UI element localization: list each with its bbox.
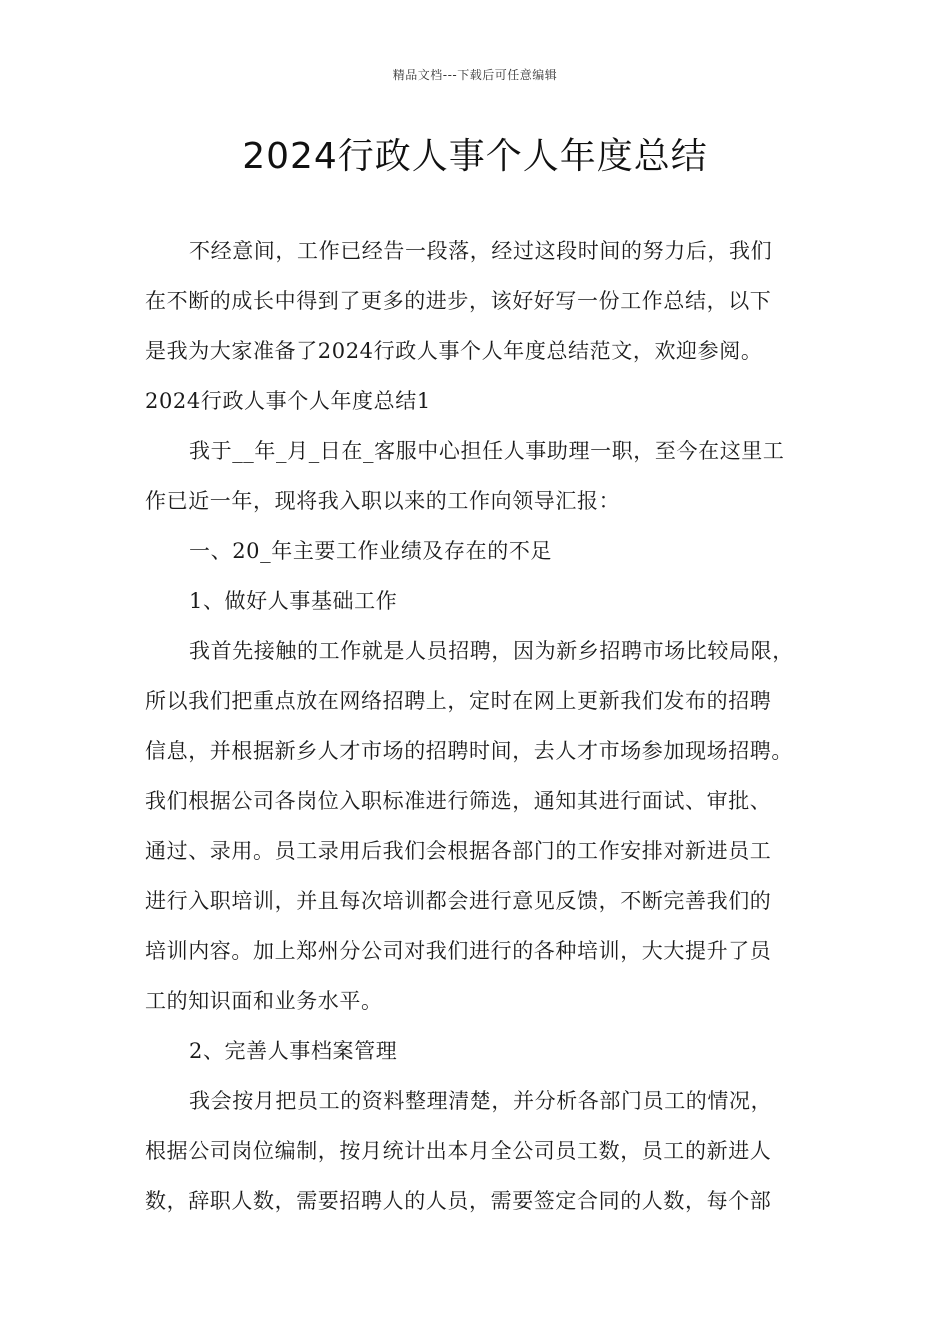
section-heading: 2024行政人事个人年度总结1: [145, 389, 431, 413]
body-line: 我会按月把员工的资料整理清楚，并分析各部门员工的情况，: [189, 1089, 773, 1113]
body-line: 工的知识面和业务水平。: [145, 989, 383, 1013]
document-title: 2024行政人事个人年度总结: [242, 136, 708, 177]
body-line: 所以我们把重点放在网络招聘上，定时在网上更新我们发布的招聘: [145, 689, 772, 713]
body-line: 进行入职培训，并且每次培训都会进行意见反馈，不断完善我们的: [145, 889, 772, 913]
header-note: 精品文档---下载后可任意编辑: [392, 68, 558, 82]
body-line: 数，辞职人数，需要招聘人的人员，需要签定合同的人数，每个部: [145, 1189, 772, 1213]
body-line: 我们根据公司各岗位入职标准进行筛选，通知其进行面试、审批、: [145, 789, 772, 813]
body-line: 我于__年_月_日在_客服中心担任人事助理一职，至今在这里工: [189, 439, 785, 463]
body-line: 不经意间，工作已经告一段落，经过这段时间的努力后，我们: [189, 239, 773, 263]
body-line: 信息，并根据新乡人才市场的招聘时间，去人才市场参加现场招聘。: [145, 739, 793, 763]
document-body: [145, 226, 813, 1226]
body-line: 根据公司岗位编制，按月统计出本月全公司员工数，员工的新进人: [145, 1139, 772, 1163]
body-line: 在不断的成长中得到了更多的进步，该好好写一份工作总结，以下: [145, 289, 772, 313]
body-line: 我首先接触的工作就是人员招聘，因为新乡招聘市场比较局限，: [189, 639, 794, 663]
subsection-heading: 2、完善人事档案管理: [189, 1039, 398, 1063]
body-line: 是我为大家准备了2024行政人事个人年度总结范文，欢迎参阅。: [145, 339, 763, 363]
subsection-heading: 1、做好人事基础工作: [189, 589, 398, 613]
body-line: 作已近一年，现将我入职以来的工作向领导汇报：: [145, 489, 621, 513]
body-line: 培训内容。加上郑州分公司对我们进行的各种培训，大大提升了员: [145, 939, 772, 963]
body-line: 通过、录用。员工录用后我们会根据各部门的工作安排对新进员工: [145, 839, 772, 863]
subsection-heading: 一、20_年主要工作业绩及存在的不足: [189, 539, 553, 563]
